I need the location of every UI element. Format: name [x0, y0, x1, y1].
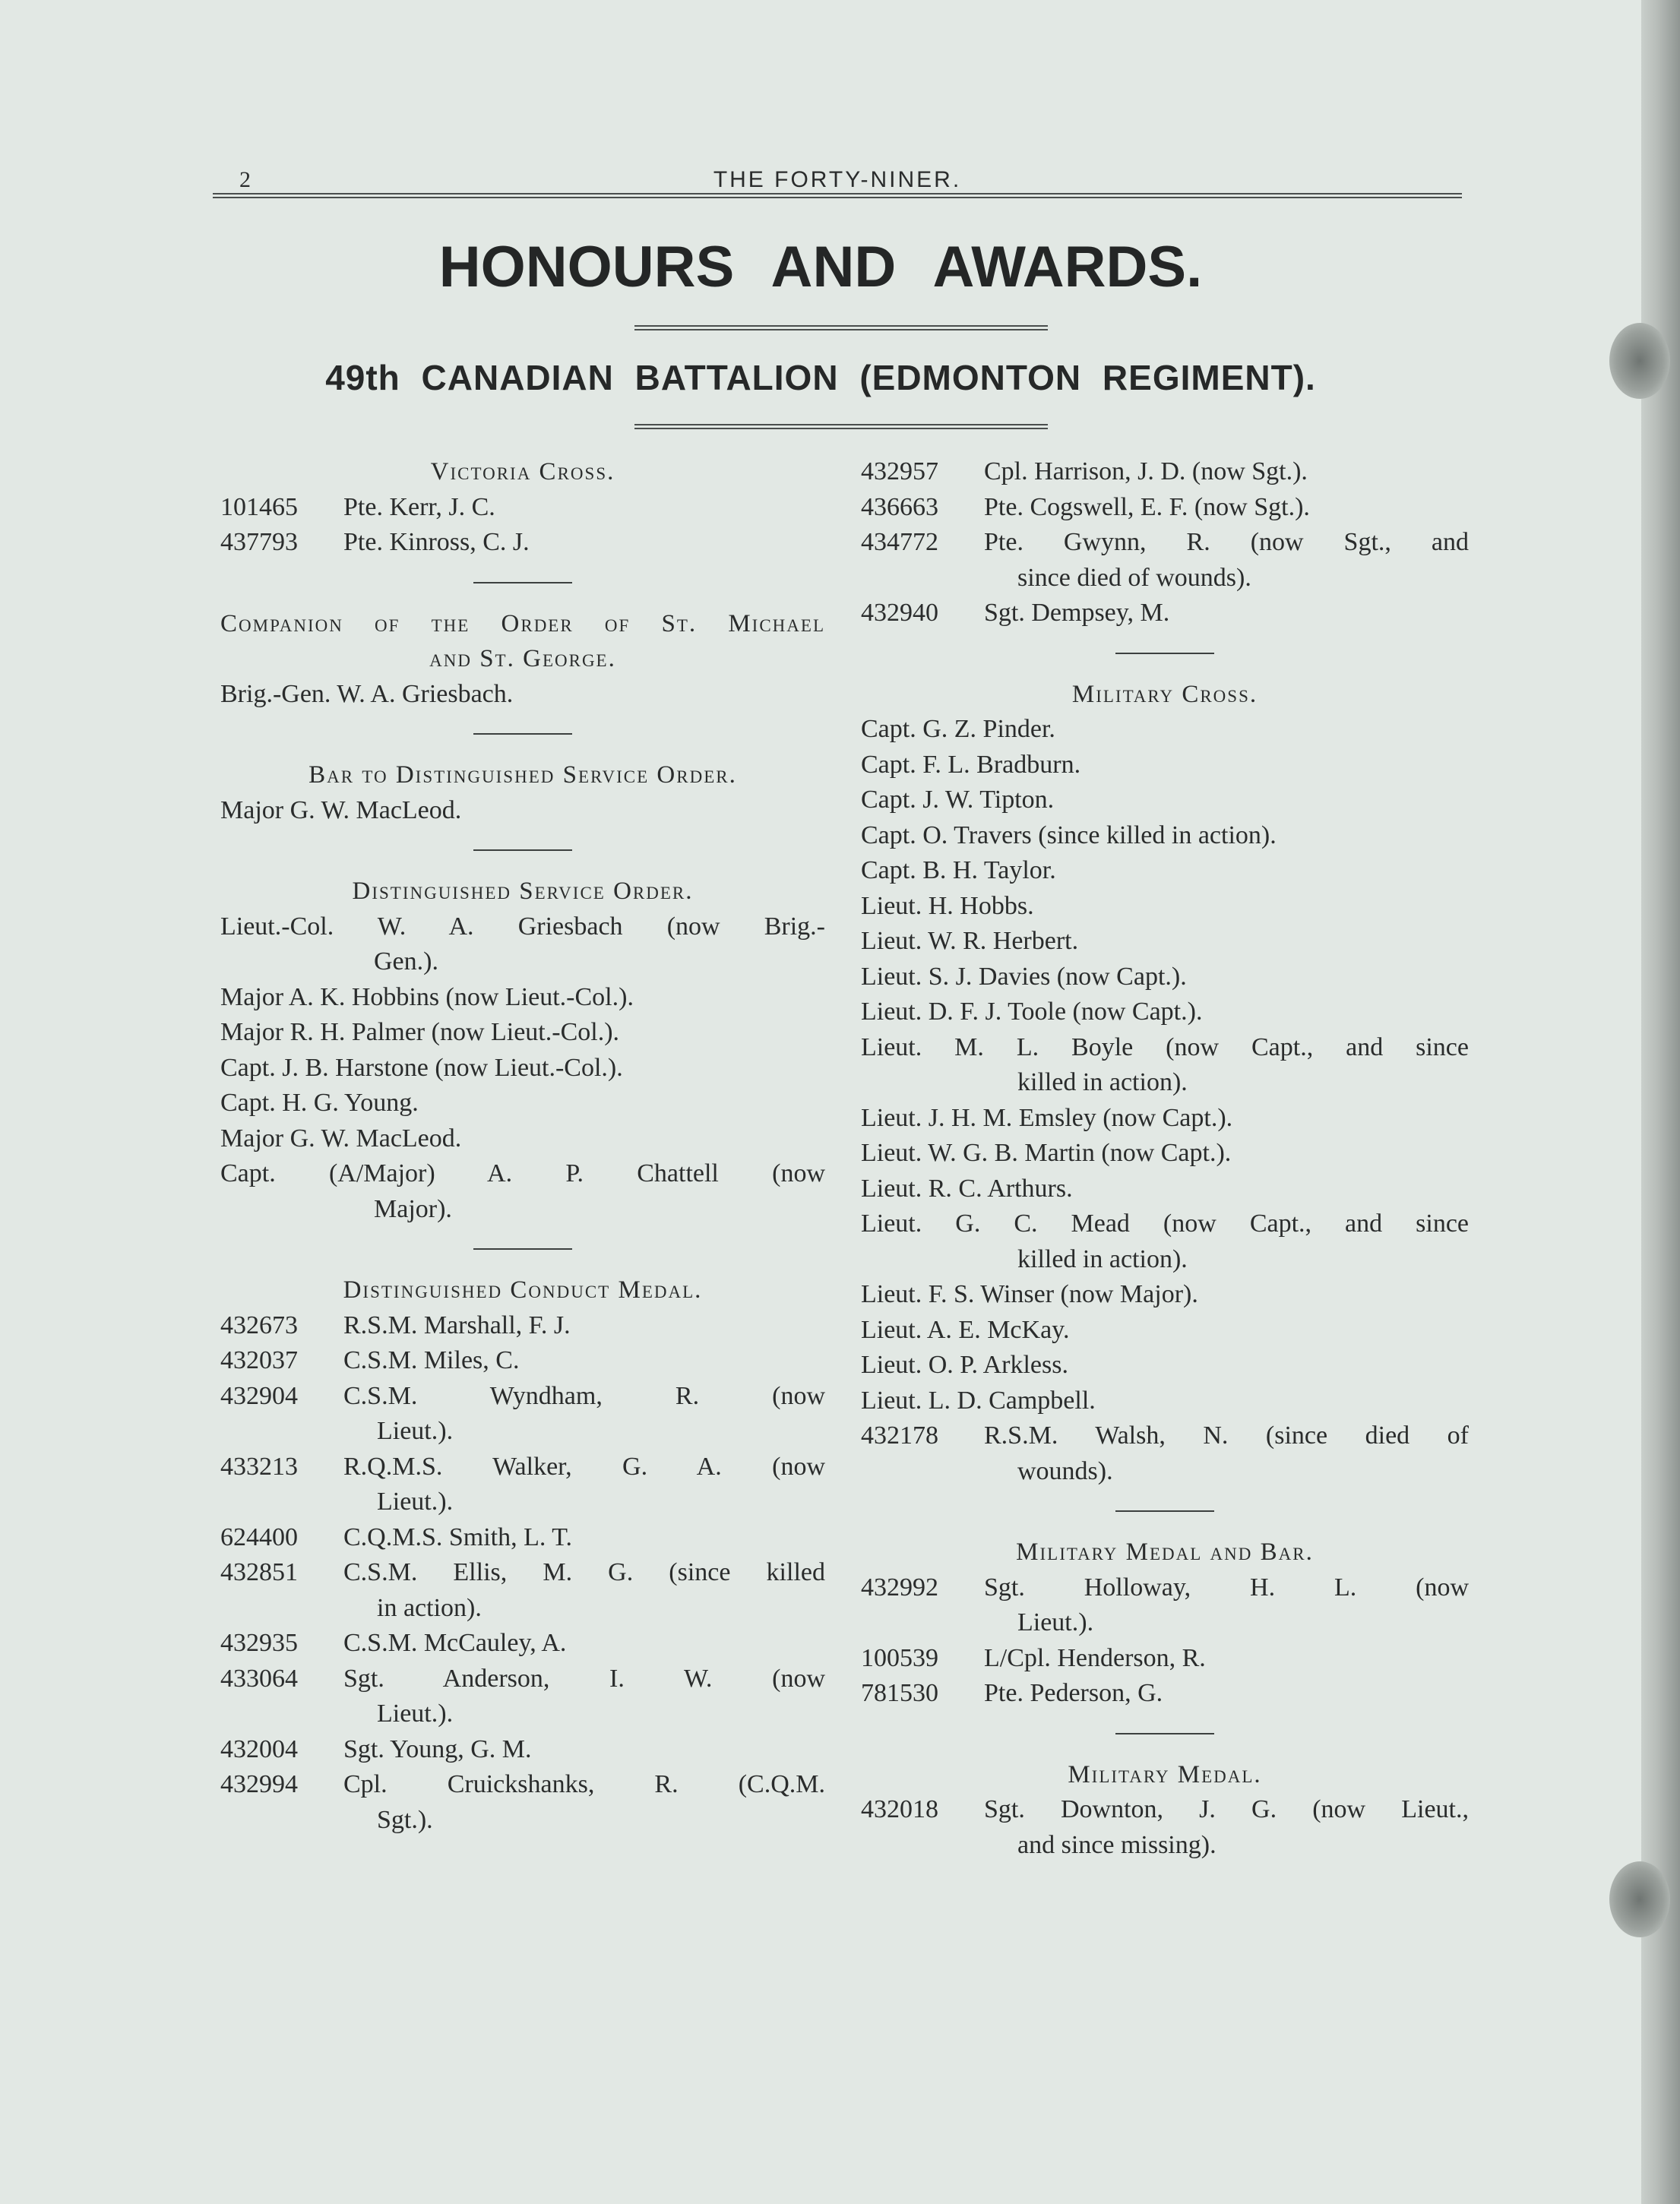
- recipient-name: Lieut. F. S. Winser (now Major).: [861, 1280, 1198, 1308]
- regimental-number: 437793: [220, 528, 298, 556]
- regimental-number: 433213: [220, 1452, 298, 1481]
- subtitle-rule: [634, 424, 1048, 429]
- regimental-number: 432037: [220, 1346, 298, 1374]
- regimental-number: 100539: [861, 1643, 938, 1672]
- recipient-name: Lieut. R. C. Arthurs.: [861, 1174, 1073, 1203]
- recipient-name: C.S.M. Wyndham, R. (now: [343, 1381, 825, 1410]
- title-rule: [634, 325, 1048, 330]
- section-heading-military-medal: Military Medal.: [1068, 1760, 1262, 1788]
- regimental-number: 434772: [861, 528, 938, 556]
- section-divider: [1115, 1733, 1214, 1734]
- recipient-name: Pte. Cogswell, E. F. (now Sgt.).: [984, 492, 1310, 521]
- recipient-name: L/Cpl. Henderson, R.: [984, 1643, 1206, 1672]
- recipient-name: Pte. Pederson, G.: [984, 1679, 1163, 1707]
- list-item: [220, 909, 825, 980]
- recipient-name-continued: Lieut.).: [377, 1488, 454, 1516]
- list-item: [220, 1156, 825, 1227]
- list-item: [220, 525, 825, 561]
- running-head: [213, 163, 1462, 193]
- list-item: [220, 1767, 825, 1838]
- recipient-name-continued: Sgt.).: [377, 1805, 433, 1834]
- list-item: [220, 1732, 825, 1768]
- list-item: [220, 1450, 825, 1520]
- regimental-number: 433064: [220, 1664, 298, 1693]
- recipient-name: Capt. O. Travers (since killed in action).: [861, 821, 1277, 849]
- header-rule: [213, 193, 1462, 198]
- recipient-text: [984, 1418, 1469, 1489]
- section-divider: [1115, 1510, 1214, 1512]
- recipient-name: Capt. J. W. Tipton.: [861, 786, 1055, 814]
- recipient-name: Lieut. W. G. B. Martin (now Capt.).: [861, 1139, 1232, 1167]
- section-heading-dcm: Distinguished Conduct Medal.: [343, 1276, 703, 1304]
- section-heading-dso: Distinguished Service Order.: [352, 877, 694, 905]
- page-subtitle: 49th CANADIAN BATTALION (EDMONTON REGIMENT).: [325, 358, 1316, 397]
- recipient-name: Lieut. G. C. Mead (now Capt., and since: [861, 1210, 1469, 1238]
- recipient-name-continued: and since missing).: [1017, 1830, 1216, 1859]
- regimental-number: 432994: [220, 1770, 298, 1798]
- list-item: [220, 490, 825, 526]
- recipient-text: [343, 1767, 825, 1838]
- heading-line: and St. George.: [429, 645, 616, 672]
- recipient-name: C.S.M. Ellis, M. G. (since killed: [343, 1558, 825, 1586]
- regimental-number: 101465: [220, 492, 298, 521]
- recipient-name-continued: killed in action).: [1017, 1068, 1188, 1096]
- recipient-name: Lieut. L. D. Campbell.: [861, 1386, 1096, 1415]
- regimental-number: 432904: [220, 1381, 298, 1410]
- recipient-name: Cpl. Harrison, J. D. (now Sgt.).: [984, 457, 1308, 485]
- list-item: [220, 1555, 825, 1626]
- recipient-name-continued: killed in action).: [1017, 1244, 1188, 1273]
- recipient-name: C.S.M. McCauley, A.: [343, 1629, 567, 1657]
- recipient-text: [343, 1450, 825, 1520]
- regimental-number: 432957: [861, 457, 938, 485]
- section-heading-victoria-cross: Victoria Cross.: [430, 458, 615, 485]
- recipient-name: Capt. H. G. Young.: [220, 1089, 419, 1117]
- recipient-name: Sgt. Downton, J. G. (now Lieut.,: [984, 1795, 1469, 1823]
- section-divider: [473, 849, 572, 851]
- left-column: [220, 454, 825, 1838]
- recipient-name: Capt. J. B. Harstone (now Lieut.-Col.).: [220, 1053, 623, 1082]
- list-item: [861, 596, 1469, 631]
- recipient-name: Lieut. O. P. Arkless.: [861, 1351, 1068, 1379]
- regimental-number: 436663: [861, 492, 938, 521]
- heading-line: Companion of the Order of St. Michael: [220, 609, 825, 637]
- recipient-name: Capt. B. H. Taylor.: [861, 856, 1056, 884]
- list-item: [220, 1520, 825, 1556]
- recipient-text: [343, 1662, 825, 1732]
- recipient-name: R.S.M. Marshall, F. J.: [343, 1311, 571, 1339]
- recipient-name: Capt. G. Z. Pinder.: [861, 715, 1055, 743]
- section-heading-military-cross: Military Cross.: [1071, 680, 1258, 708]
- recipient-name-continued: Lieut.).: [1017, 1608, 1094, 1636]
- list-item: [861, 490, 1469, 526]
- recipient-name-continued: Gen.).: [374, 947, 438, 976]
- recipient-name-continued: wounds).: [1017, 1456, 1113, 1485]
- recipient-name: Sgt. Young, G. M.: [343, 1734, 532, 1763]
- list-item: [861, 1641, 1469, 1677]
- recipient-name: Brig.-Gen. W. A. Griesbach.: [220, 679, 514, 708]
- section-divider: [1115, 653, 1214, 654]
- list-item: [861, 1206, 1469, 1277]
- section-heading-cmg: [220, 606, 825, 677]
- list-item: [861, 525, 1469, 596]
- list-item: [861, 1676, 1469, 1712]
- recipient-name: Pte. Kinross, C. J.: [343, 528, 530, 556]
- recipient-name: Sgt. Anderson, I. W. (now: [343, 1664, 825, 1693]
- list-item: [861, 1030, 1469, 1101]
- section-heading-bar-dso: Bar to Distinguished Service Order.: [308, 761, 737, 789]
- recipient-name: Capt. F. L. Bradburn.: [861, 750, 1081, 779]
- section-divider: [473, 733, 572, 735]
- recipient-name-continued: Lieut.).: [377, 1700, 454, 1728]
- recipient-name: R.Q.M.S. Walker, G. A. (now: [343, 1452, 825, 1481]
- section-divider: [473, 582, 572, 583]
- recipient-text: [343, 1555, 825, 1626]
- regimental-number: 432178: [861, 1421, 938, 1450]
- recipient-name: Sgt. Holloway, H. L. (now: [984, 1573, 1469, 1602]
- recipient-name-continued: Major).: [374, 1194, 452, 1223]
- recipient-text: [984, 525, 1469, 596]
- recipient-name: Cpl. Cruickshanks, R. (C.Q.M.: [343, 1770, 825, 1798]
- recipient-name: Pte. Kerr, J. C.: [343, 492, 495, 521]
- regimental-number: 432940: [861, 599, 938, 627]
- recipient-name: R.S.M. Walsh, N. (since died of: [984, 1421, 1469, 1450]
- recipient-name: Sgt. Dempsey, M.: [984, 599, 1170, 627]
- recipient-name: Major A. K. Hobbins (now Lieut.-Col.).: [220, 982, 634, 1011]
- regimental-number: 432851: [220, 1558, 298, 1586]
- list-item: [861, 1418, 1469, 1489]
- recipient-name: Lieut.-Col. W. A. Griesbach (now Brig.-: [220, 912, 825, 941]
- regimental-number: 432935: [220, 1629, 298, 1657]
- regimental-number: 432018: [861, 1795, 938, 1823]
- regimental-number: 624400: [220, 1523, 298, 1551]
- section-heading-military-medal-and-bar: Military Medal and Bar.: [1016, 1538, 1314, 1566]
- recipient-name: Major G. W. MacLeod.: [220, 1124, 462, 1153]
- recipient-name: Capt. (A/Major) A. P. Chattell (now: [220, 1159, 825, 1187]
- recipient-text: [984, 1570, 1469, 1641]
- recipient-name: Lieut. M. L. Boyle (now Capt., and since: [861, 1032, 1469, 1061]
- recipient-name: Lieut. S. J. Davies (now Capt.).: [861, 962, 1187, 991]
- recipient-name: C.Q.M.S. Smith, L. T.: [343, 1523, 573, 1551]
- right-column: [861, 454, 1469, 1863]
- list-item: [861, 454, 1469, 490]
- page-number: 2: [239, 167, 251, 192]
- recipient-name-continued: in action).: [377, 1593, 482, 1622]
- list-item: [861, 1570, 1469, 1641]
- page-title: HONOURS AND AWARDS.: [438, 235, 1203, 299]
- recipient-name: Pte. Gwynn, R. (now Sgt., and: [984, 528, 1469, 556]
- recipient-name: Lieut. J. H. M. Emsley (now Capt.).: [861, 1103, 1233, 1132]
- list-item: [220, 1662, 825, 1732]
- recipient-name: C.S.M. Miles, C.: [343, 1346, 520, 1374]
- recipient-name: Lieut. D. F. J. Toole (now Capt.).: [861, 998, 1203, 1026]
- list-item: [861, 1792, 1469, 1863]
- list-item: [220, 1308, 825, 1344]
- list-item: [220, 1379, 825, 1450]
- list-item: [220, 1626, 825, 1662]
- regimental-number: 432673: [220, 1311, 298, 1339]
- recipient-name: Major R. H. Palmer (now Lieut.-Col.).: [220, 1018, 620, 1046]
- regimental-number: 781530: [861, 1679, 938, 1707]
- recipient-text: [343, 1379, 825, 1450]
- recipient-name: Lieut. H. Hobbs.: [861, 891, 1034, 920]
- section-divider: [473, 1248, 572, 1250]
- recipient-name: Lieut. W. R. Herbert.: [861, 927, 1079, 955]
- regimental-number: 432992: [861, 1573, 938, 1602]
- binding-hole: [1609, 1861, 1670, 1937]
- recipient-name-continued: Lieut.).: [377, 1417, 454, 1445]
- recipient-name: Major G. W. MacLeod.: [220, 795, 462, 824]
- recipient-name-continued: since died of wounds).: [1017, 563, 1251, 592]
- regimental-number: 432004: [220, 1734, 298, 1763]
- recipient-name: Lieut. A. E. McKay.: [861, 1315, 1070, 1344]
- journal-title: THE FORTY-NINER.: [713, 167, 962, 192]
- recipient-text: [984, 1792, 1469, 1863]
- list-item: [220, 1343, 825, 1379]
